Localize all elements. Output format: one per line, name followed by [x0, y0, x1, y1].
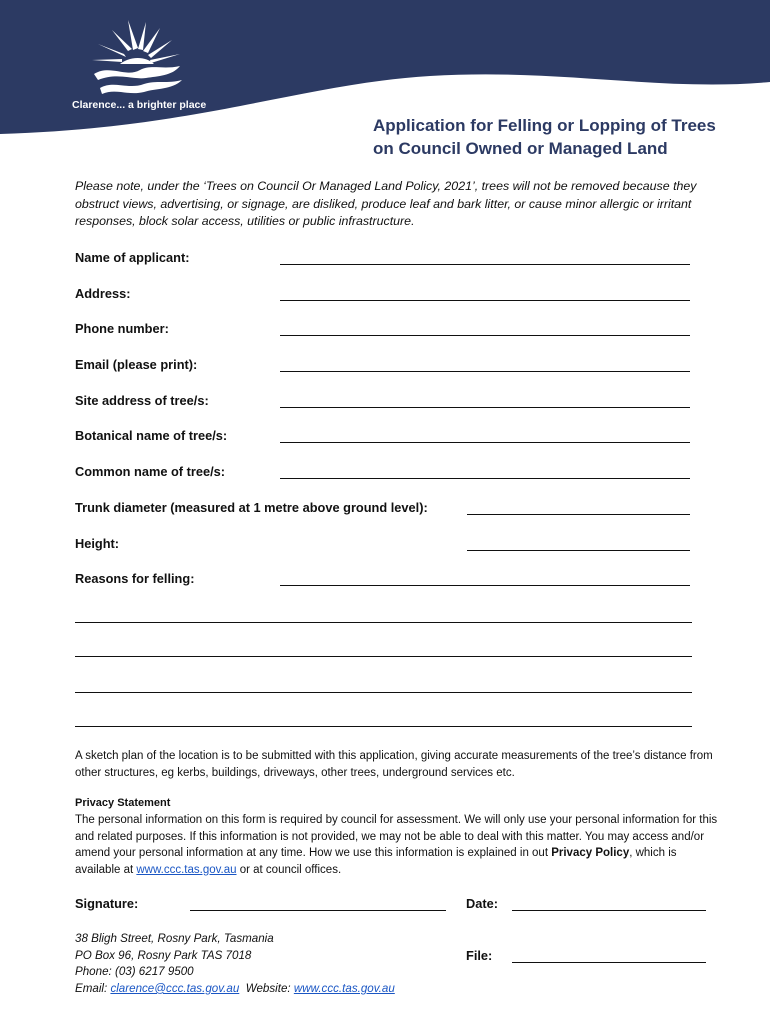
- reasons-extra-line-2[interactable]: [75, 656, 692, 657]
- date-input-line[interactable]: [512, 910, 706, 911]
- file-input-line[interactable]: [512, 962, 706, 963]
- common-name-label: Common name of tree/s:: [75, 464, 226, 479]
- applicant-label: Name of applicant:: [75, 250, 190, 265]
- policy-note: Please note, under the ‘Trees on Council Or Managed Land Policy, 2021’, trees will not be removed because they obstruct views, advertising, or signage, are disliked, produce leaf and bark litter, or cause minor allergic or irritant responses, block solar access, utilities or public infrastructure.: [75, 179, 697, 228]
- reasons-label: Reasons for felling:: [75, 571, 195, 586]
- reasons-extra-line-3[interactable]: [75, 692, 692, 693]
- common-name-input-line[interactable]: [280, 478, 690, 479]
- trunk-diameter-label: Trunk diameter (measured at 1 metre above ground level):: [75, 500, 428, 515]
- email-label: Email (please print):: [75, 357, 198, 372]
- botanical-name-label: Botanical name of tree/s:: [75, 428, 228, 443]
- contact-pobox: PO Box 96, Rosny Park TAS 7018: [75, 948, 252, 962]
- sketch-instructions: A sketch plan of the location is to be submitted with this application, giving accurate measurements of the tree’s distance from other structures, eg kerbs, buildings, driveways, other trees, underground services etc.: [75, 750, 713, 779]
- date-label: Date:: [466, 896, 498, 911]
- height-input-line[interactable]: [467, 550, 690, 551]
- title-line-1: Application for Felling or Lopping of Trees: [373, 116, 716, 135]
- contact-email-label: Email:: [75, 981, 111, 995]
- contact-street: 38 Bligh Street, Rosny Park, Tasmania: [75, 932, 274, 945]
- contact-email-link[interactable]: clarence@ccc.tas.gov.au: [110, 981, 240, 995]
- phone-label: Phone number:: [75, 321, 169, 336]
- contact-block: [75, 931, 395, 997]
- contact-website-label: Website:: [239, 981, 294, 995]
- reasons-input-line[interactable]: [280, 585, 690, 586]
- reasons-extra-line-4[interactable]: [75, 726, 692, 727]
- page-title: [373, 114, 753, 160]
- applicant-input-line[interactable]: [280, 264, 690, 265]
- privacy-statement: [75, 812, 725, 878]
- title-line-2: on Council Owned or Managed Land: [373, 139, 668, 158]
- council-logo: [88, 18, 188, 98]
- privacy-body-mid: , which is available at: [75, 847, 677, 876]
- trunk-diameter-input-line[interactable]: [467, 514, 690, 515]
- privacy-policy-text: Privacy Policy: [551, 847, 630, 859]
- email-input-line[interactable]: [280, 371, 690, 372]
- privacy-website-link[interactable]: www.ccc.tas.gov.au: [136, 863, 237, 876]
- signature-input-line[interactable]: [190, 910, 446, 911]
- site-address-label: Site address of tree/s:: [75, 393, 209, 408]
- privacy-heading: Privacy Statement: [75, 797, 171, 809]
- logo-tagline: Clarence... a brighter place: [72, 99, 207, 111]
- contact-phone: Phone: (03) 6217 9500: [75, 965, 194, 979]
- phone-input-line[interactable]: [280, 335, 690, 336]
- privacy-body-start: The personal information on this form is required by council for assessment. We will only use your personal information for this and related purposes. If this information is not provided, we may not be able to deal with this matter. You may access and/or amend your personal information at any time. How we use this information is explained in out: [75, 814, 718, 859]
- address-label: Address:: [75, 286, 131, 301]
- height-label: Height:: [75, 536, 120, 551]
- botanical-name-input-line[interactable]: [280, 442, 690, 443]
- contact-web-row: [75, 981, 395, 998]
- reasons-extra-line-1[interactable]: [75, 622, 692, 623]
- file-label: File:: [466, 948, 493, 963]
- contact-website-link[interactable]: www.ccc.tas.gov.au: [293, 981, 395, 995]
- privacy-body-end: or at council offices.: [236, 863, 342, 876]
- site-address-input-line[interactable]: [280, 407, 690, 408]
- signature-label: Signature:: [75, 896, 139, 911]
- address-input-line[interactable]: [280, 300, 690, 301]
